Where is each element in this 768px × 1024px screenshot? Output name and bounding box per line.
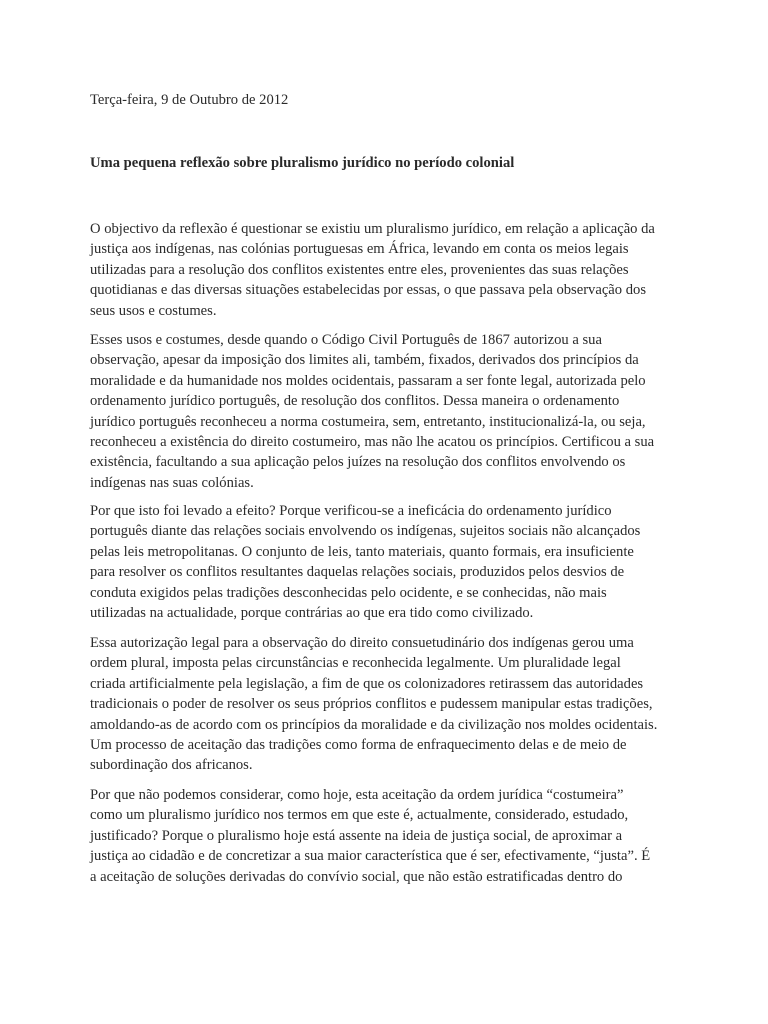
paragraph-line: ordem plural, imposta pelas circunstâncias e reconhecida legalmente. Um pluralidade legal (90, 655, 621, 672)
paragraph-5 (90, 785, 690, 887)
paragraph-2 (90, 330, 690, 493)
post-date: Terça-feira, 9 de Outubro de 2012 (90, 92, 289, 108)
paragraph-line: Essa autorização legal para a observação do direito consuetudinário dos indígenas gerou uma (90, 635, 634, 651)
paragraph-line: utilizadas na actualidade, porque contrárias ao que era tido como civilizado. (90, 604, 534, 621)
paragraph-line: subordinação dos africanos. (90, 757, 253, 774)
paragraph-line: observação, apesar da imposição dos limites ali, também, fixados, derivados dos princípios da (90, 352, 639, 369)
paragraph-line: tradicionais o poder de resolver os seus próprios conflitos e pudessem manipular estas tradições, (90, 696, 653, 713)
paragraph-line: criada artificialmente pela legislação, a fim de que os colonizadores retirassem das autoridades (90, 675, 644, 692)
article-title: Uma pequena reflexão sobre pluralismo jurídico no período colonial (90, 155, 515, 171)
paragraph-line: como um pluralismo jurídico nos termos em que este é, actualmente, considerado, estudado, (90, 807, 629, 824)
paragraph-line: seus usos e costumes. (90, 302, 217, 319)
paragraph-line: a aceitação de soluções derivadas do convívio social, que não estão estratificadas dentro do (90, 868, 623, 885)
paragraph-line: Por que não podemos considerar, como hoje, esta aceitação da ordem jurídica “costumeira” (90, 787, 624, 803)
paragraph-line: justiça aos indígenas, nas colónias portuguesas em África, levando em conta os meios legais (90, 241, 629, 258)
paragraph-line: português diante das relações sociais envolvendo os indígenas, sujeitos sociais não alcançados (90, 523, 641, 540)
paragraph-line: moralidade e da humanidade nos moldes ocidentais, passaram a ser fonte legal, autorizada pelo (90, 372, 646, 389)
paragraph-line: utilizadas para a resolução dos conflitos existentes entre eles, provenientes das suas relações (90, 261, 629, 278)
paragraph-line: O objectivo da reflexão é questionar se existiu um pluralismo jurídico, em relação a aplicação da (90, 221, 655, 237)
paragraph-4 (90, 633, 690, 776)
paragraph-line: Esses usos e costumes, desde quando o Código Civil Português de 1867 autorizou a sua (90, 332, 602, 348)
paragraph-line: existência, facultando a sua aplicação pelos juízes na resolução dos conflitos envolvendo os (90, 454, 626, 471)
paragraph-line: justificado? Porque o pluralismo hoje está assente na ideia de justiça social, de aproximar a (90, 827, 623, 844)
paragraph-3 (90, 501, 690, 623)
paragraph-line: jurídico português reconheceu a norma costumeira, sem, entretanto, institucionalizá-la, ou seja, (90, 413, 646, 430)
paragraph-line: reconheceu a existência do direito costumeiro, mas não lhe acatou os princípios. Certificou a sua (90, 433, 655, 450)
paragraph-line: Por que isto foi levado a efeito? Porque verificou-se a ineficácia do ordenamento jurídico (90, 503, 612, 519)
paragraph-line: Um processo de aceitação das tradições como forma de enfraquecimento delas e de meio de (90, 736, 627, 753)
paragraph-line: indígenas nas suas colónias. (90, 474, 254, 491)
paragraph-line: amoldando-as de acordo com os princípios da moralidade e da civilização nos moldes ocidentais. (90, 716, 658, 733)
paragraph-line: ordenamento jurídico português, de resolução dos conflitos. Dessa maneira o ordenamento (90, 393, 620, 410)
paragraph-line: para resolver os conflitos resultantes daquelas relações sociais, produzidos pelos desvios de (90, 564, 625, 581)
paragraph-line: quotidianas e das diversas situações estabelecidas por essas, o que passava pela observação dos (90, 282, 647, 299)
paragraph-line: justiça ao cidadão e de concretizar a sua maior característica que é ser, efectivamente, “justa”. É (90, 848, 651, 865)
paragraph-line: conduta exigidos pelas tradições desconhecidas pelo ocidente, e se conhecidas, não mais (90, 584, 607, 601)
paragraph-1 (90, 219, 690, 321)
paragraph-line: pelas leis metropolitanas. O conjunto de leis, tanto materiais, quanto formais, era insuficiente (90, 543, 634, 560)
